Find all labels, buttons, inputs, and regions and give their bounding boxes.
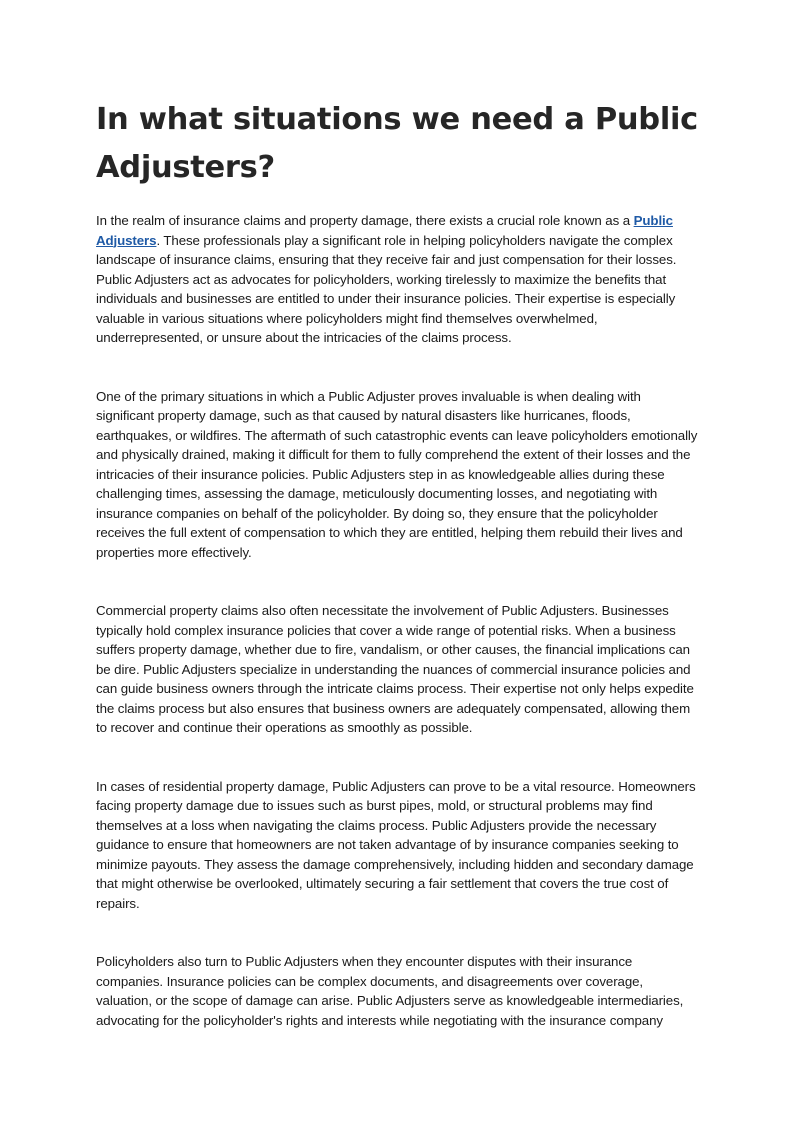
intro-paragraph [96, 211, 700, 348]
document-body [96, 96, 700, 1030]
paragraph-residential-damage: In cases of residential property damage, Public Adjusters can prove to be a vital resource. Homeowners facing property damage due to issues such as burst pipes, mold, or structural problems may find themselves at a loss when navigating the claims process. Public Adjusters provide the necessary guidance to ensure that homeowners are not taken advantage of by insurance companies seeking to minimize payouts. They assess the damage comprehensively, including hidden and secondary damage that might otherwise be overlooked, ultimately securing a fair settlement that covers the true cost of repairs. [96, 778, 696, 911]
public-adjusters-link[interactable]: Public Adjusters [96, 213, 673, 248]
paragraph-natural-disasters: One of the primary situations in which a Public Adjuster proves invaluable is when dealing with significant property damage, such as that caused by natural disasters like hurricanes, floods, earthquakes, or wildfires. The aftermath of such catastrophic events can leave policyholders emotionally and physically drained, making it difficult for them to fully comprehend the extent of their losses and the intricacies of their insurance policies. Public Adjusters step in as knowledgeable allies during these challenging times, assessing the damage, meticulously documenting losses, and negotiating with insurance companies on behalf of the policyholder. By doing so, they ensure that the policyholder receives the full extent of compensation to which they are entitled, helping them rebuild their lives and properties more effectively. [96, 388, 698, 560]
paragraph-disputes: Policyholders also turn to Public Adjusters when they encounter disputes with their insurance companies. Insurance policies can be complex documents, and disagreements over coverage, valuation, or the scope of damage can arise. Public Adjusters serve as knowledgeable intermediaries, advocating for the policyholder's rights and interests while negotiating with the insurance company [96, 954, 684, 1028]
page-title: In what situations we need a Public Adjusters? [96, 102, 698, 185]
intro-text-before-link: In the realm of insurance claims and property damage, there exists a crucial role known as a [96, 213, 634, 228]
paragraph-commercial-claims: Commercial property claims also often necessitate the involvement of Public Adjusters. Businesses typically hold complex insurance policies that cover a wide range of potential risks. When a business suffers property damage, whether due to fire, vandalism, or other causes, the financial implications can be dire. Public Adjusters specialize in understanding the nuances of commercial insurance policies and can guide business owners through the intricate claims process. Their expertise not only helps expedite the claims process but also ensures that business owners are adequately compensated, allowing them to recover and continue their operations as smoothly as possible. [96, 603, 694, 735]
intro-text-after-link: . These professionals play a significant role in helping policyholders navigate the complex landscape of insurance claims, ensuring that they receive fair and just compensation for their losses. Public Adjusters act as advocates for policyholders, working tirelessly to maximize the benefits that individuals and businesses are entitled to under their insurance policies. Their expertise is especially valuable in various situations where policyholders might find themselves overwhelmed, underrepresented, or unsure about the intricacies of the claims process. [96, 232, 677, 345]
